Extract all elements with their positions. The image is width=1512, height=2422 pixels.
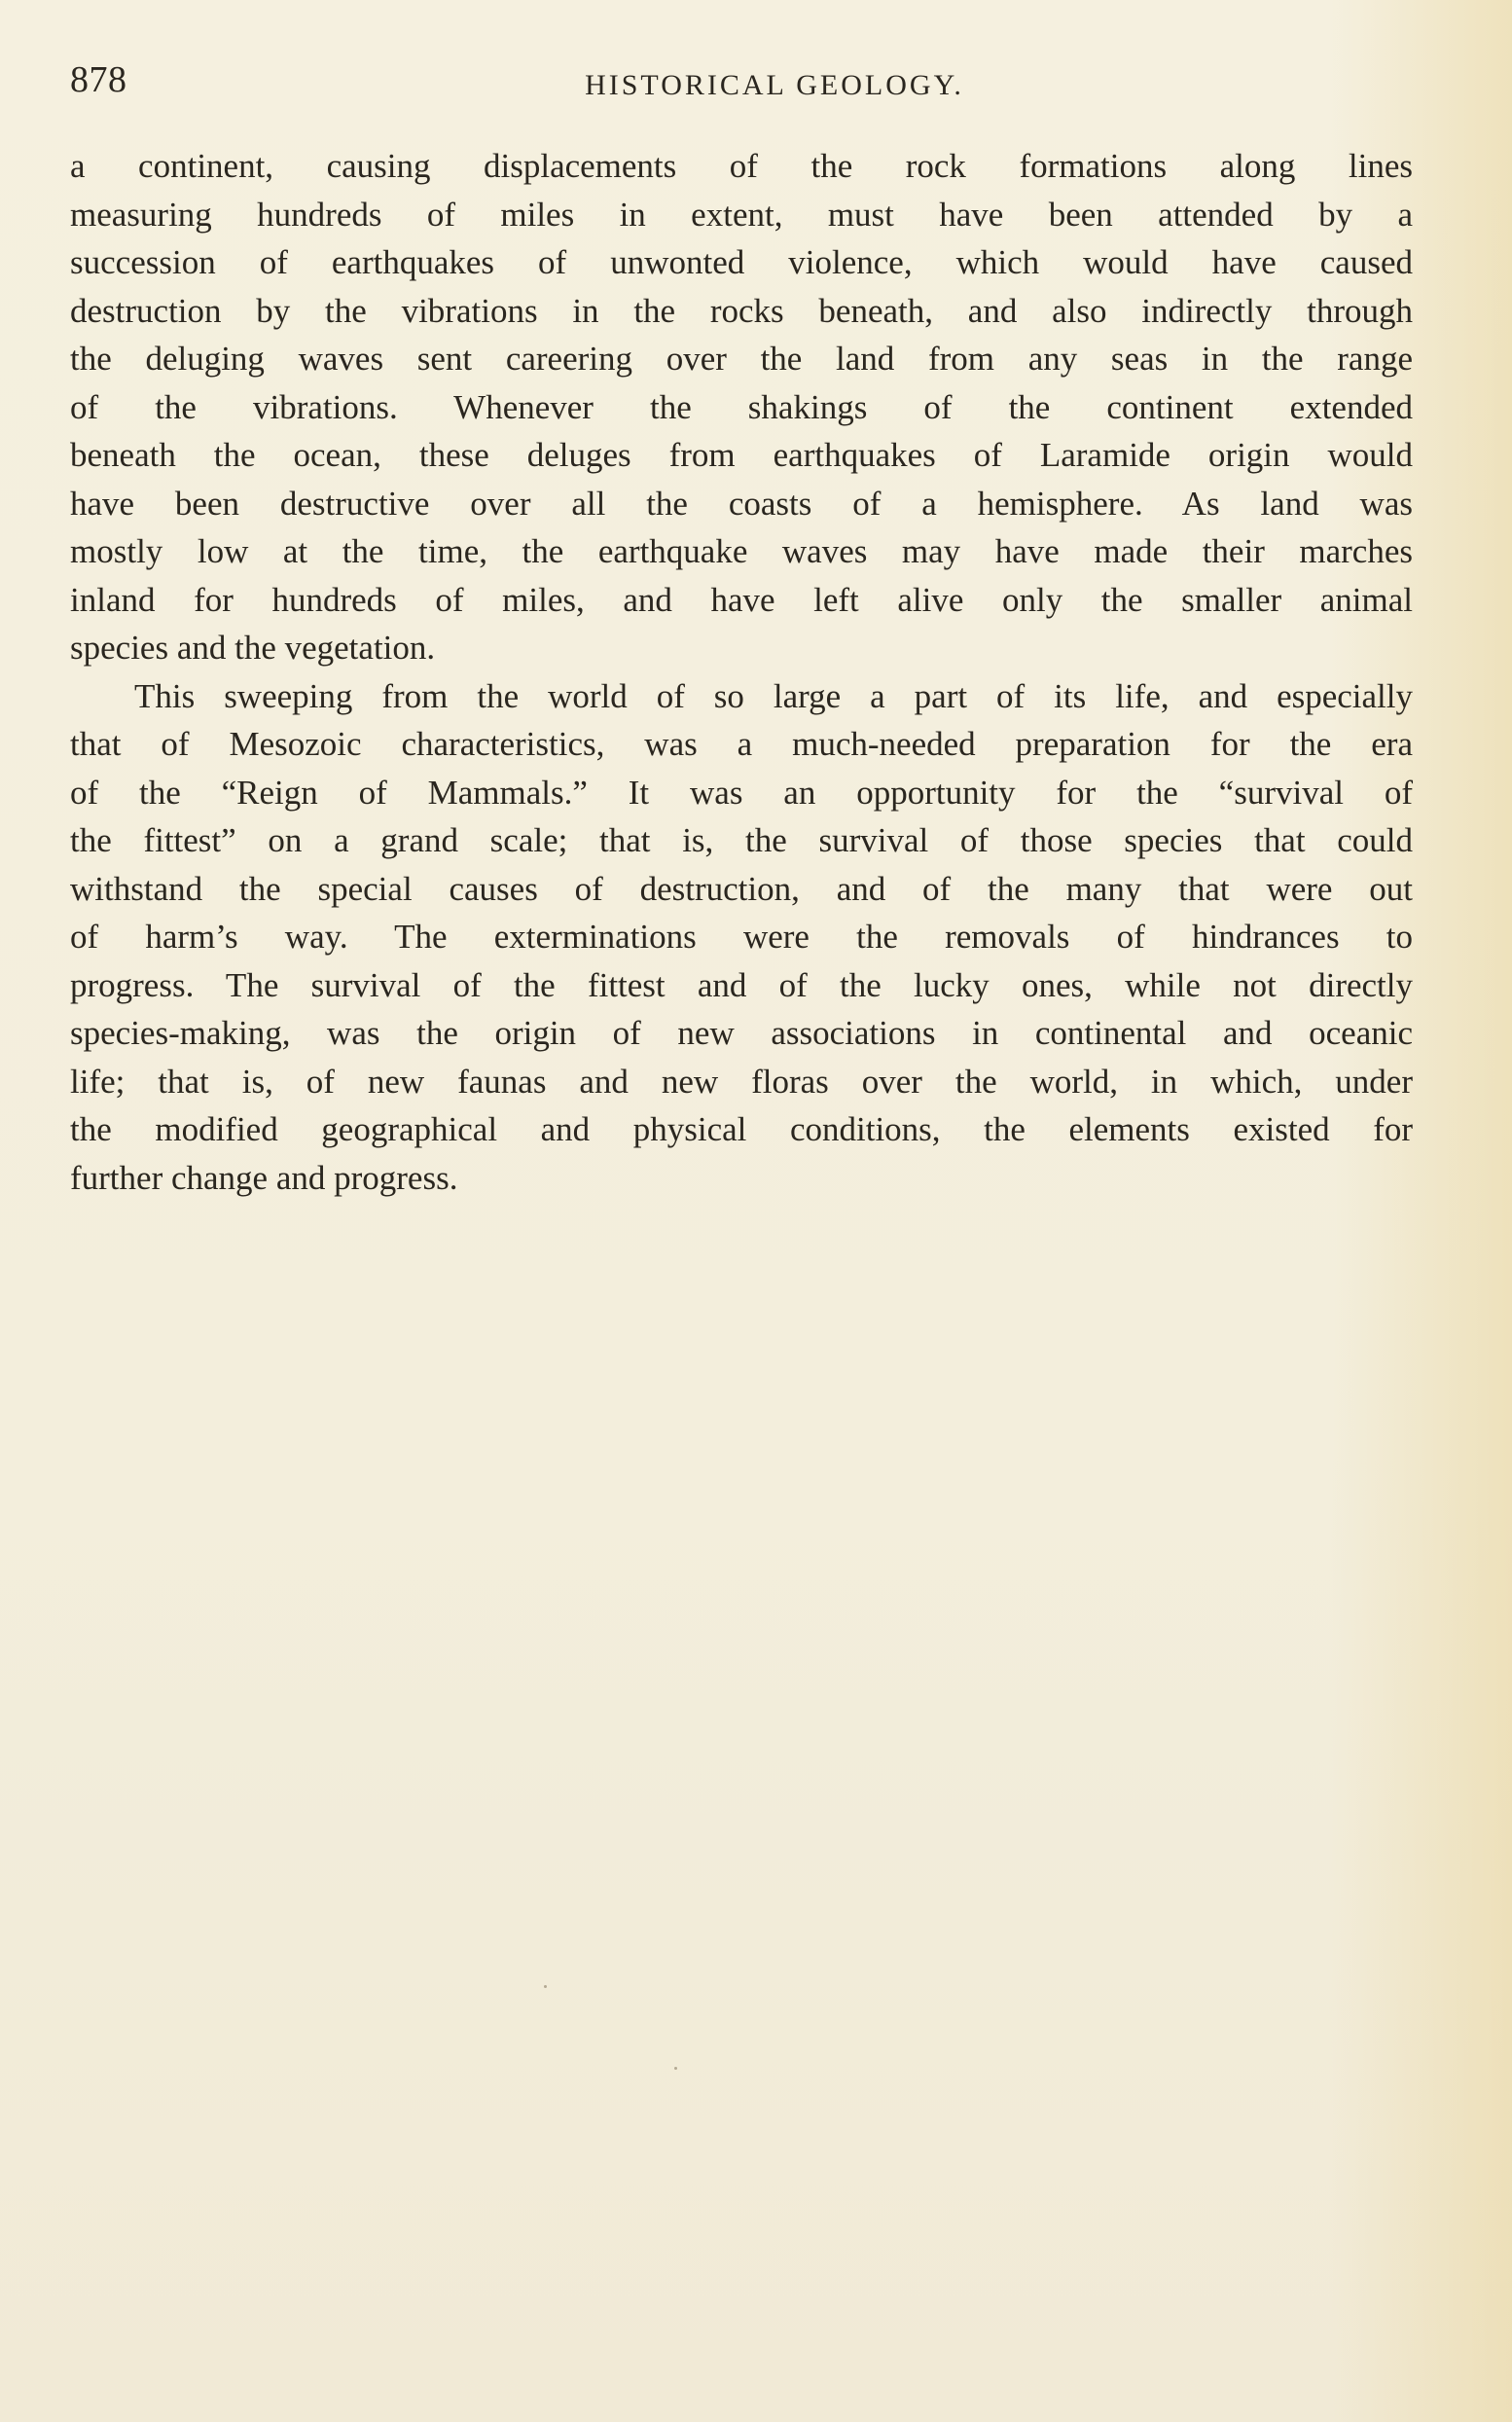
paragraph [70,142,1413,672]
text-line: of the “Reign of Mammals.” It was an opportunity for the “survival of [70,773,1413,812]
text-line: that of Mesozoic characteristics, was a much-needed preparation for the era [70,725,1413,763]
text-line: species and the vegetation. [70,629,436,667]
text-line: withstand the special causes of destruction, and of the many that were out [70,869,1413,908]
text-line: have been destructive over all the coasts of a hemisphere. As land was [70,484,1413,523]
page-header [70,51,1440,109]
running-head: HISTORICAL GEOLOGY. [585,69,964,101]
text-line: mostly low at the time, the earthquake waves may have made their marches [70,532,1413,570]
text-line: further change and progress. [70,1158,458,1197]
text-line: destruction by the vibrations in the rocks beneath, and also indirectly through [70,291,1413,330]
text-line: life; that is, of new faunas and new floras over the world, in which, under [70,1062,1413,1101]
paragraph [70,672,1413,1203]
text-line: species-making, was the origin of new associations in continental and oceanic [70,1014,1413,1052]
text-line: the deluging waves sent careering over the land from any seas in the range [70,340,1413,378]
text-line: beneath the ocean, these deluges from earthquakes of Laramide origin would [70,436,1413,474]
text-line: succession of earthquakes of unwonted violence, which would have caused [70,243,1413,281]
text-line: This sweeping from the world of so large a part of its life, and especially [134,676,1413,715]
text-line: of harm’s way. The exterminations were the removals of hindrances to [70,918,1413,956]
text-line: a continent, causing displacements of the rock formations along lines [70,147,1413,185]
page-number: 878 [70,59,127,100]
text-line: progress. The survival of the fittest and of the lucky ones, while not directly [70,965,1413,1004]
text-line: the fittest” on a grand scale; that is, the survival of those species that could [70,821,1413,859]
text-line: the modified geographical and physical conditions, the elements existed for [70,1110,1413,1148]
body-text [70,142,1413,1202]
paper-speck [674,2067,677,2070]
paper-speck [544,1985,547,1988]
text-line: inland for hundreds of miles, and have left alive only the smaller animal [70,580,1413,619]
text-line: of the vibrations. Whenever the shakings of the continent extended [70,387,1413,426]
text-line: measuring hundreds of miles in extent, must have been attended by a [70,195,1413,234]
